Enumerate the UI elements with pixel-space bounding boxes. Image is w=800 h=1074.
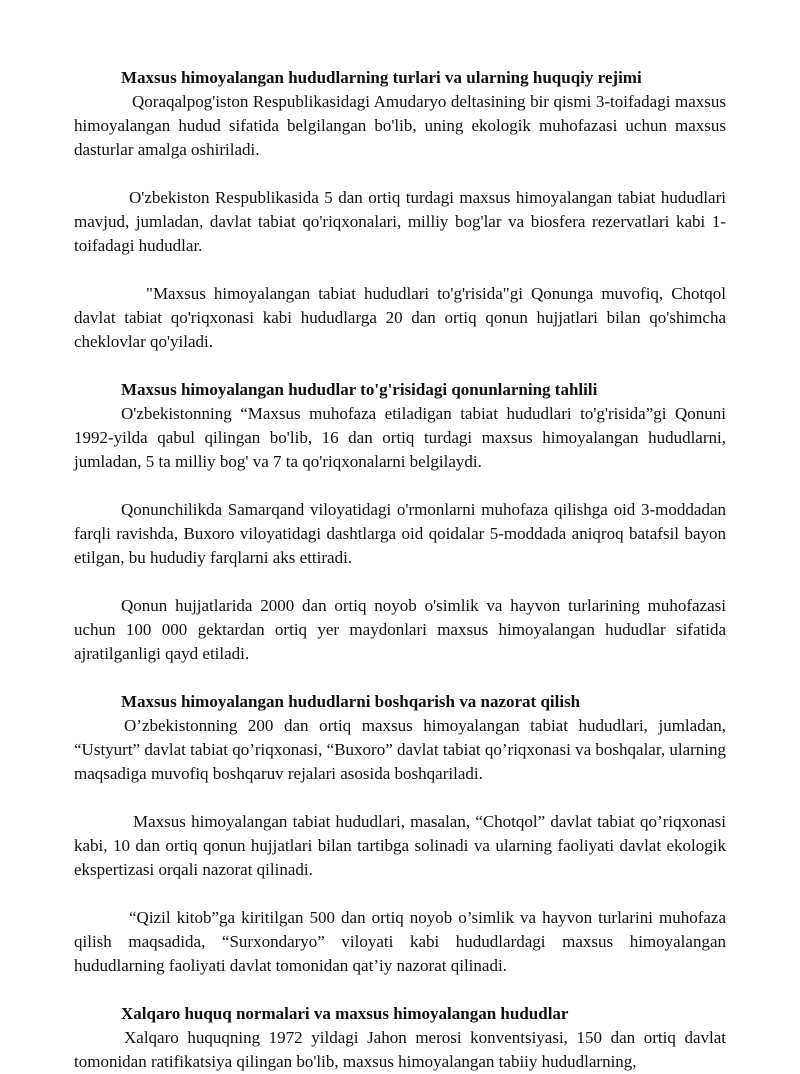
paragraph: Maxsus himoyalangan tabiat hududlari, masalan, “Chotqol” davlat tabiat qo’riqxonasi kabi, 10 dan ortiq qonun hujjatlari bilan tartibga solinadi va ularning faoliyati davlat ekologik ekspertizasi orqali nazorat qilinadi. (74, 812, 726, 879)
section-heading: Maxsus himoyalangan hududlarni boshqarish va nazorat qilish (121, 692, 581, 711)
paragraph: Qonun hujjatlarida 2000 dan ortiq noyob o'simlik va hayvon turlarining muhofazasi uchun 100 000 gektardan ortiq yer maydonlari maxsus himoyalangan hududlar sifatida ajratilganligi qayd etiladi. (74, 596, 726, 663)
section-heading: Maxsus himoyalangan hududlar to'g'risidagi qonunlarning tahlili (121, 380, 598, 399)
paragraph: O'zbekiston Respublikasida 5 dan ortiq turdagi maxsus himoyalangan tabiat hududlari mavjud, jumladan, davlat tabiat qo'riqxonalari, milliy bog'lar va biosfera rezervatlari kabi 1-toifadagi hududlar. (74, 188, 726, 255)
paragraph: Xalqaro huquqning 1972 yildagi Jahon merosi konventsiyasi, 150 dan ortiq davlat tomonidan ratifikatsiya qilingan bo'lib, maxsus himoyalangan tabiiy hududlarning, (74, 1028, 726, 1071)
section-heading: Xalqaro huquq normalari va maxsus himoyalangan hududlar (121, 1004, 569, 1023)
paragraph: O'zbekistonning “Maxsus muhofaza etiladigan tabiat hududlari to'g'risida”gi Qonuni 1992-yilda qabul qilingan bo'lib, 16 dan ortiq turdagi maxsus himoyalangan hududlarni, jumladan, 5 ta milliy bog' va 7 ta qo'riqxonalarni belgilaydi. (74, 404, 726, 471)
paragraph: "Maxsus himoyalangan tabiat hududlari to'g'risida"gi Qonunga muvofiq, Chotqol davlat tabiat qo'riqxonasi kabi hududlarga 20 dan ortiq qonun hujjatlari bilan qo'shimcha cheklovlar qo'yiladi. (74, 284, 726, 351)
paragraph: “Qizil kitob”ga kiritilgan 500 dan ortiq noyob o’simlik va hayvon turlarini muhofaza qilish maqsadida, “Surxondaryo” viloyati kabi hududlardagi maxsus himoyalangan hududlarning faoliyati davlat tomonidan qat’iy nazorat qilinadi. (74, 908, 726, 975)
paragraph: O’zbekistonning 200 dan ortiq maxsus himoyalangan tabiat hududlari, jumladan, “Ustyurt” davlat tabiat qo’riqxonasi, “Buxoro” davlat tabiat qo’riqxonasi va boshqalar, ularning maqsadiga muvofiq boshqaruv rejalari asosida boshqariladi. (74, 716, 726, 783)
paragraph: Qoraqalpog'iston Respublikasidagi Amudaryo deltasining bir qismi 3-toifadagi maxsus himoyalangan hudud sifatida belgilangan bo'lib, uning ekologik muhofazasi uchun maxsus dasturlar amalga oshiriladi. (74, 92, 726, 159)
section-heading: Maxsus himoyalangan hududlarning turlari va ularning huquqiy rejimi (121, 68, 642, 87)
paragraph: Qonunchilikda Samarqand viloyatidagi o'rmonlarni muhofaza qilishga oid 3-moddadan farqli ravishda, Buxoro viloyatidagi dashtlarga oid qoidalar 5-moddada aniqroq batafsil bayon etilgan, bu hududiy farqlarni aks ettiradi. (74, 500, 726, 567)
